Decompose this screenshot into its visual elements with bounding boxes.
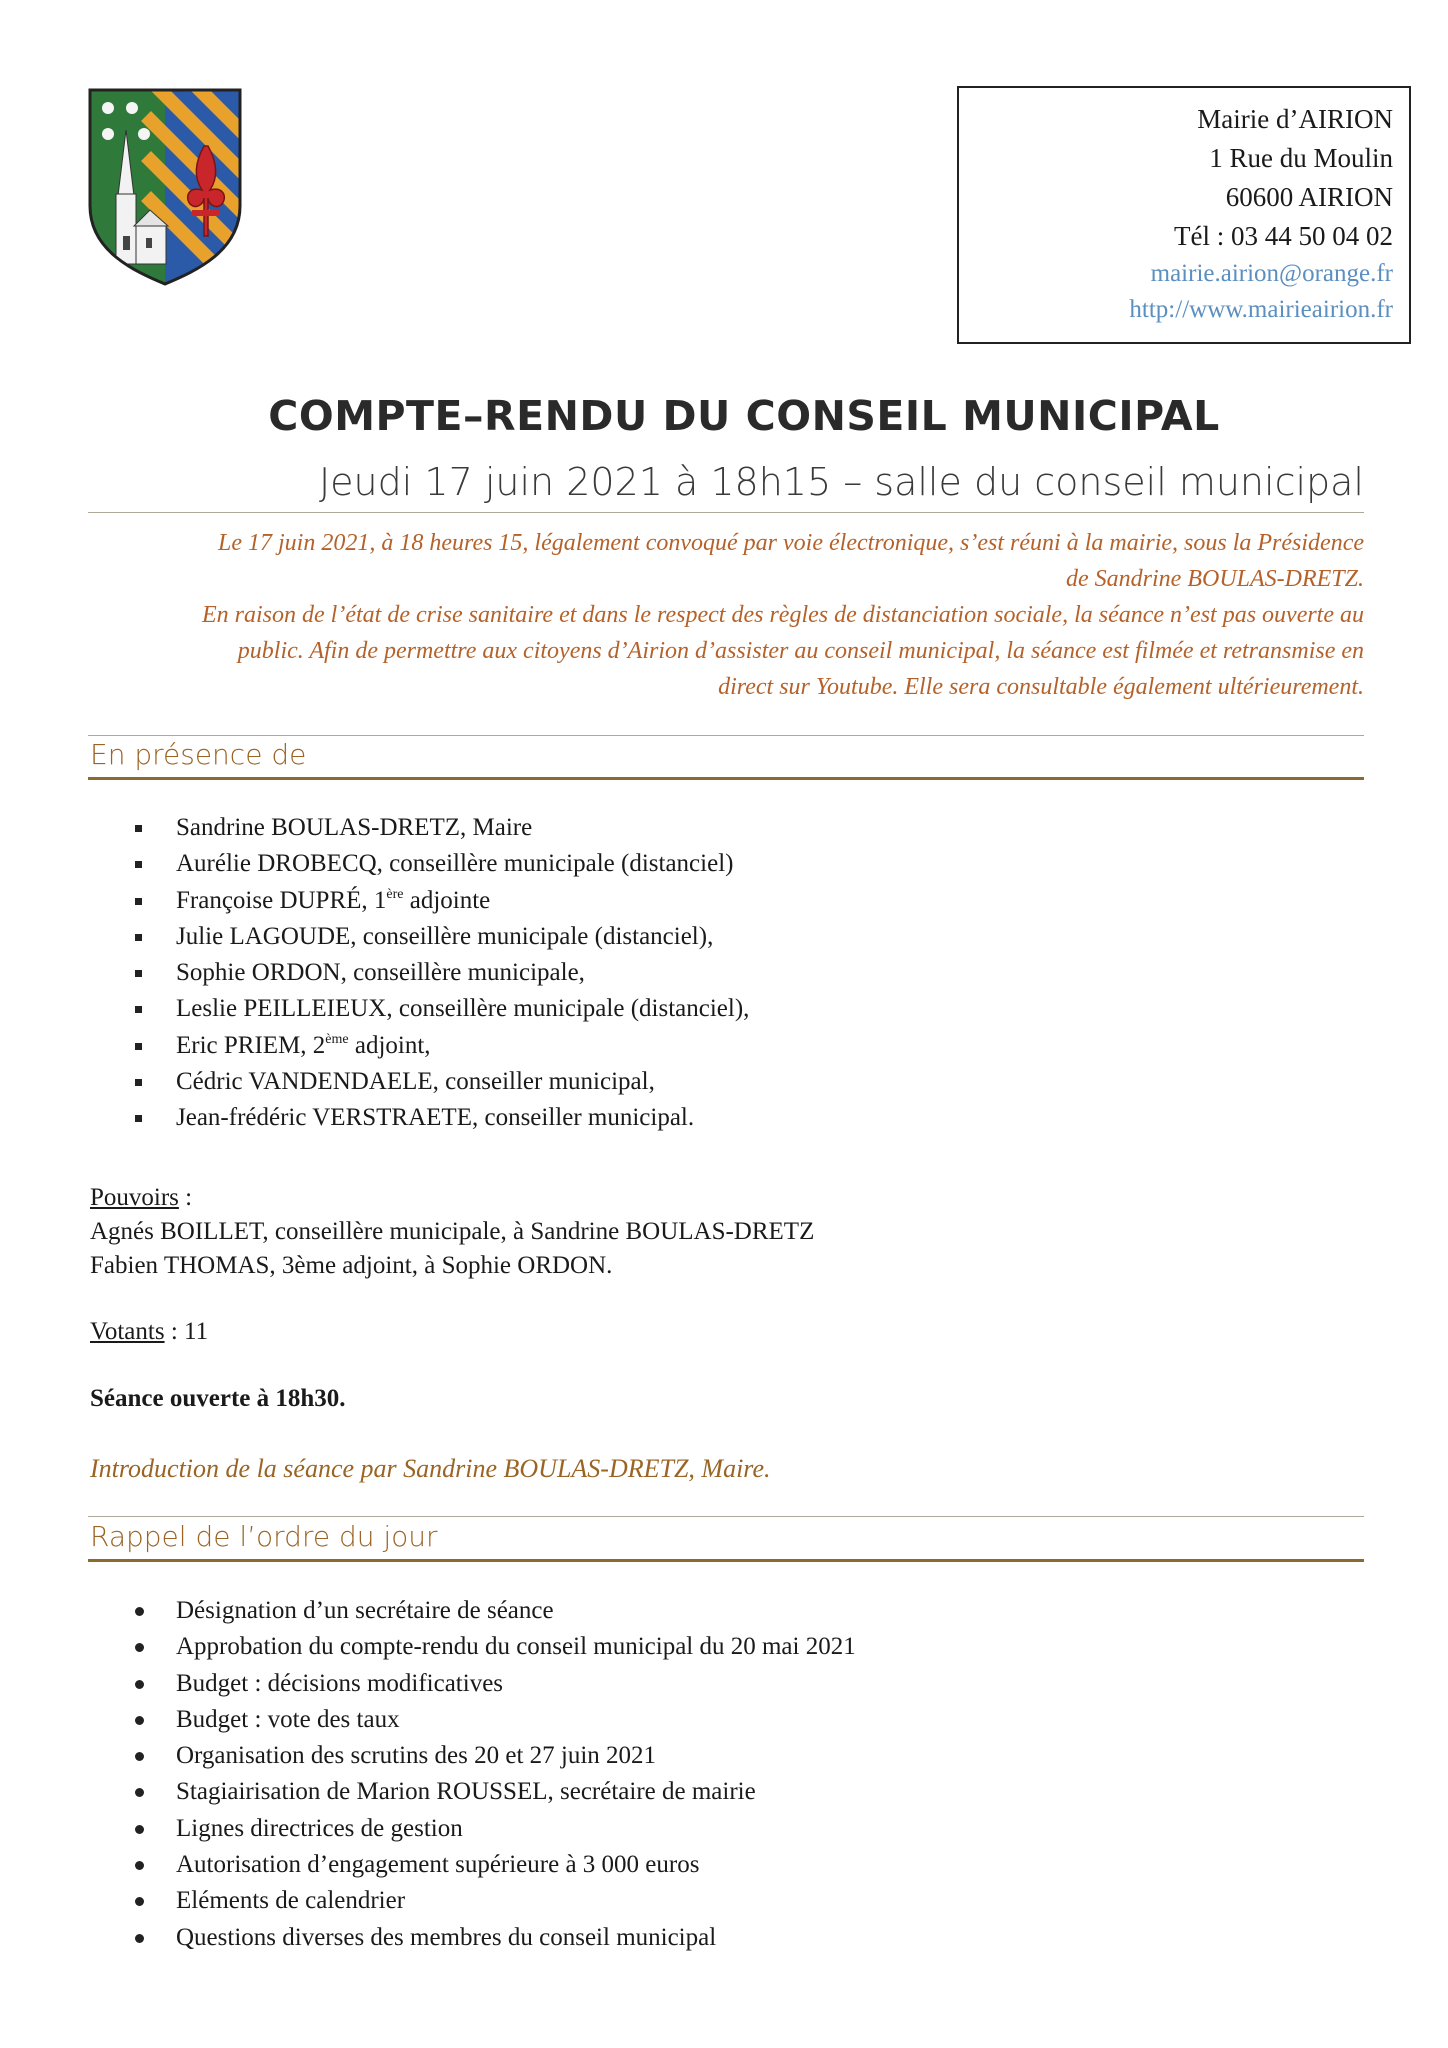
- attendee-text: Sandrine BOULAS-DRETZ, Maire: [176, 814, 533, 841]
- attendee-item: [90, 846, 1290, 882]
- intro-text: [88, 525, 1364, 705]
- attendee-item: [90, 810, 1290, 846]
- attendee-pre: Françoise DUPRÉ, 1: [176, 886, 387, 914]
- session-introduction: Introduction de la séance par Sandrine BOULAS-DRETZ, Maire.: [90, 1454, 771, 1483]
- section-divider: [88, 1516, 1364, 1517]
- attendee-item: [90, 919, 1290, 955]
- session-opening: Séance ouverte à 18h30.: [90, 1385, 346, 1412]
- agenda-item: Stagiairisation de Marion ROUSSEL, secrétaire de mairie: [90, 1774, 1290, 1810]
- phone-number: Tél : 03 44 50 04 02: [1174, 221, 1393, 251]
- address-box: [957, 86, 1411, 344]
- coat-of-arms-icon: [86, 86, 244, 288]
- attendee-sup: ère: [386, 886, 404, 902]
- attendee-item: [90, 1100, 1290, 1136]
- agenda-item: Approbation du compte-rendu du conseil municipal du 20 mai 2021: [90, 1629, 1290, 1665]
- attendee-post: adjoint,: [348, 1031, 431, 1059]
- section-underline: [88, 777, 1364, 780]
- agenda-item: Désignation d’un secrétaire de séance: [90, 1593, 1290, 1629]
- attendee-item: [90, 1028, 1290, 1064]
- intro-line: En raison de l’état de crise sanitaire et dans le respect des règles de distanciation sociale, la séance n’est pas ouverte au: [202, 602, 1364, 628]
- section-heading-agenda: Rappel de l’ordre du jour: [90, 1520, 438, 1553]
- email-link[interactable]: mairie.airion@orange.fr: [1150, 260, 1393, 287]
- attendee-text: Jean-frédéric VERSTRAETE, conseiller municipal.: [176, 1104, 695, 1132]
- attendee-text: Cédric VANDENDAELE, conseiller municipal,: [176, 1068, 655, 1096]
- agenda-item: Eléments de calendrier: [90, 1883, 1290, 1919]
- votants-label: Votants: [90, 1318, 165, 1345]
- postal-city: 60600 AIRION: [1225, 182, 1393, 212]
- attendee-text: Leslie PEILLEIEUX, conseillère municipale (distanciel),: [176, 995, 750, 1023]
- votants-value: : 11: [164, 1318, 209, 1345]
- attendee-text: Aurélie DROBECQ, conseillère municipale (distanciel): [176, 850, 734, 878]
- agenda-list: [90, 1593, 1290, 1956]
- section-underline: [88, 1559, 1364, 1562]
- agenda-item: Organisation des scrutins des 20 et 27 juin 2021: [90, 1738, 1290, 1774]
- intro-line: de Sandrine BOULAS-DRETZ.: [1066, 566, 1364, 592]
- pouvoirs-block: [90, 1181, 814, 1283]
- document-subtitle: Jeudi 17 juin 2021 à 18h15 – salle du conseil municipal: [318, 460, 1364, 504]
- pouvoirs-colon: :: [178, 1184, 193, 1211]
- street-address: 1 Rue du Moulin: [1209, 143, 1393, 173]
- document-title: COMPTE–RENDU DU CONSEIL MUNICIPAL: [268, 392, 1220, 440]
- attendee-sup: ème: [325, 1031, 349, 1047]
- agenda-item: Lignes directrices de gestion: [90, 1811, 1290, 1847]
- attendee-text: Julie LAGOUDE, conseillère municipale (distanciel),: [176, 922, 714, 950]
- attendee-item: [90, 991, 1290, 1027]
- agenda-item: Autorisation d’engagement supérieure à 3 000 euros: [90, 1847, 1290, 1883]
- attendee-item: [90, 1064, 1290, 1100]
- intro-line: Le 17 juin 2021, à 18 heures 15, légalement convoqué par voie électronique, s’est réuni à la mairie, sous la Présidence: [218, 530, 1364, 556]
- intro-line: public. Afin de permettre aux citoyens d’Airion d’assister au conseil municipal, la séance est filmée et retransmise en: [237, 638, 1364, 664]
- intro-line: direct sur Youtube. Elle sera consultable également ultérieurement.: [718, 674, 1364, 700]
- attendee-list: [90, 810, 1290, 1137]
- attendee-item: [90, 955, 1290, 991]
- attendee-item: [90, 883, 1290, 919]
- agenda-item: Budget : décisions modificatives: [90, 1666, 1290, 1702]
- votants-line: [90, 1315, 208, 1349]
- agenda-item: Budget : vote des taux: [90, 1702, 1290, 1738]
- section-divider: [88, 735, 1364, 736]
- attendee-text: Sophie ORDON, conseillère municipale,: [176, 959, 585, 987]
- agenda-item: Questions diverses des membres du conseil municipal: [90, 1920, 1290, 1956]
- attendee-pre: Eric PRIEM, 2: [176, 1031, 326, 1059]
- town-hall-name: Mairie d’AIRION: [1197, 104, 1393, 134]
- proxy-line: Fabien THOMAS, 3ème adjoint, à Sophie ORDON.: [90, 1252, 613, 1279]
- website-link[interactable]: http://www.mairieairion.fr: [1129, 296, 1393, 323]
- section-heading-presence: En présence de: [90, 738, 307, 771]
- pouvoirs-label: Pouvoirs: [90, 1184, 179, 1211]
- attendee-post: adjointe: [403, 886, 491, 914]
- title-divider: [88, 512, 1364, 513]
- proxy-line: Agnés BOILLET, conseillère municipale, à Sandrine BOULAS-DRETZ: [90, 1218, 815, 1245]
